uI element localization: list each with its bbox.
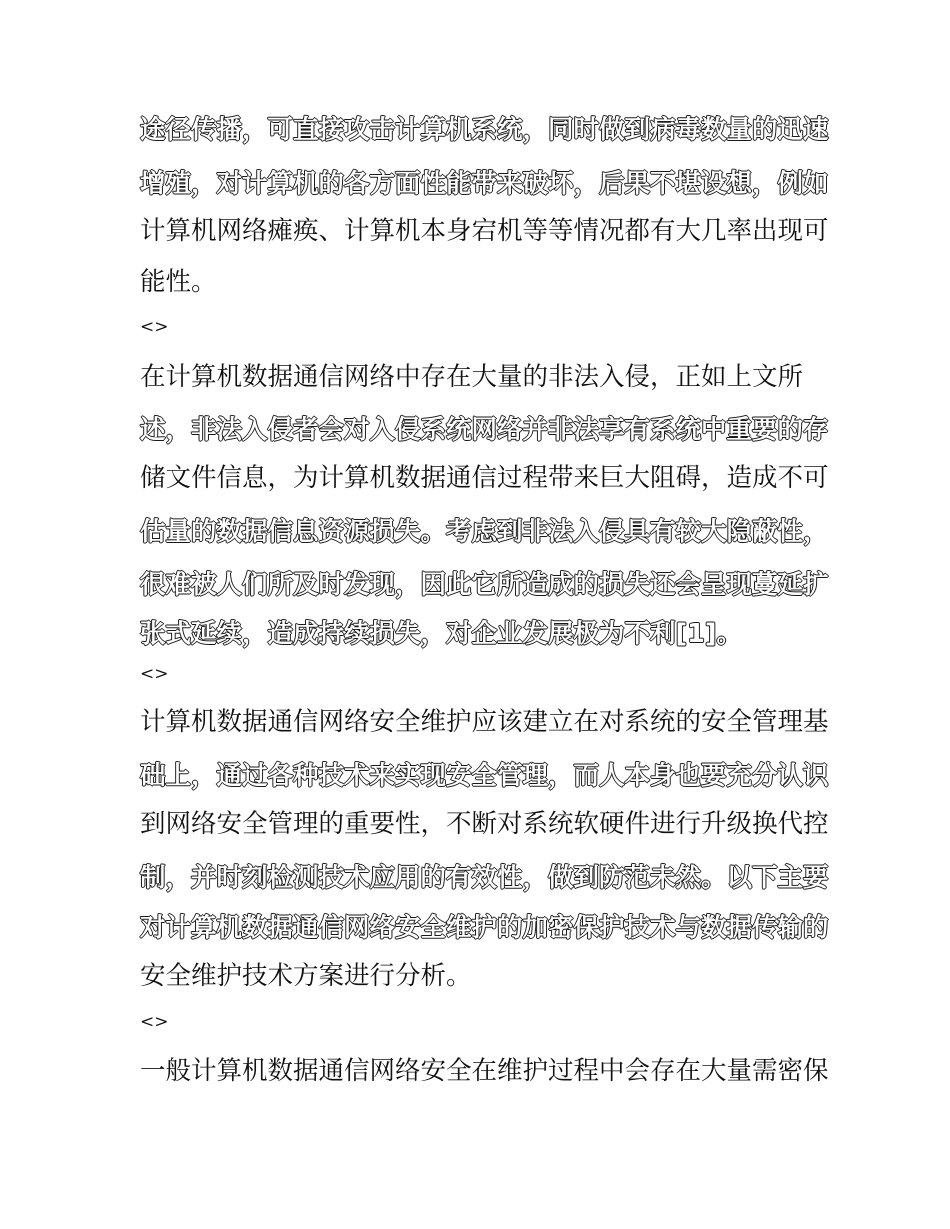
- text-line: 增殖，对计算机的各方面性能带来破坏，后果不堪设想，例如: [140, 169, 829, 199]
- text-line: 张式延续，造成持续损失，对企业发展极为不利[1]。: [140, 619, 743, 649]
- paragraph-separator: <>: [140, 1012, 169, 1032]
- text-line: 到网络安全管理的重要性，不断对系统软硬件进行升级换代控: [140, 809, 829, 839]
- text-line: 能性。: [140, 267, 217, 297]
- text-line: 在计算机数据通信网络中存在大量的非法入侵，正如上文所: [140, 362, 804, 392]
- text-line: 对计算机数据通信网络安全维护的加密保护技术与数据传输的: [140, 913, 829, 943]
- text-line: 础上，通过各种技术来实现安全管理，而人本身也要充分认识: [140, 761, 829, 791]
- text-line: 一般计算机数据通信网络安全在维护过程中会存在大量需密保: [140, 1056, 829, 1086]
- text-line: 计算机数据通信网络安全维护应该建立在对系统的安全管理基: [140, 707, 829, 737]
- text-line: 制，并时刻检测技术应用的有效性，做到防范未然。以下主要: [140, 863, 829, 893]
- paragraph-separator: <>: [140, 664, 169, 684]
- text-line: 途径传播，可直接攻击计算机系统，同时做到病毒数量的迅速: [140, 115, 829, 145]
- text-line: 估量的数据信息资源损失。考虑到非法入侵具有较大隐蔽性，: [140, 517, 829, 547]
- text-line: 述，非法入侵者会对入侵系统网络并非法享有系统中重要的存: [140, 415, 829, 445]
- text-line: 很难被人们所及时发现，因此它所造成的损失还会呈现蔓延扩: [140, 570, 829, 600]
- text-line: 计算机网络瘫痪、计算机本身宕机等等情况都有大几率出现可: [140, 216, 829, 246]
- text-line: 安全维护技术方案进行分析。: [140, 961, 472, 991]
- paragraph-separator: <>: [140, 317, 169, 337]
- text-line: 储文件信息，为计算机数据通信过程带来巨大阻碍，造成不可: [140, 463, 829, 493]
